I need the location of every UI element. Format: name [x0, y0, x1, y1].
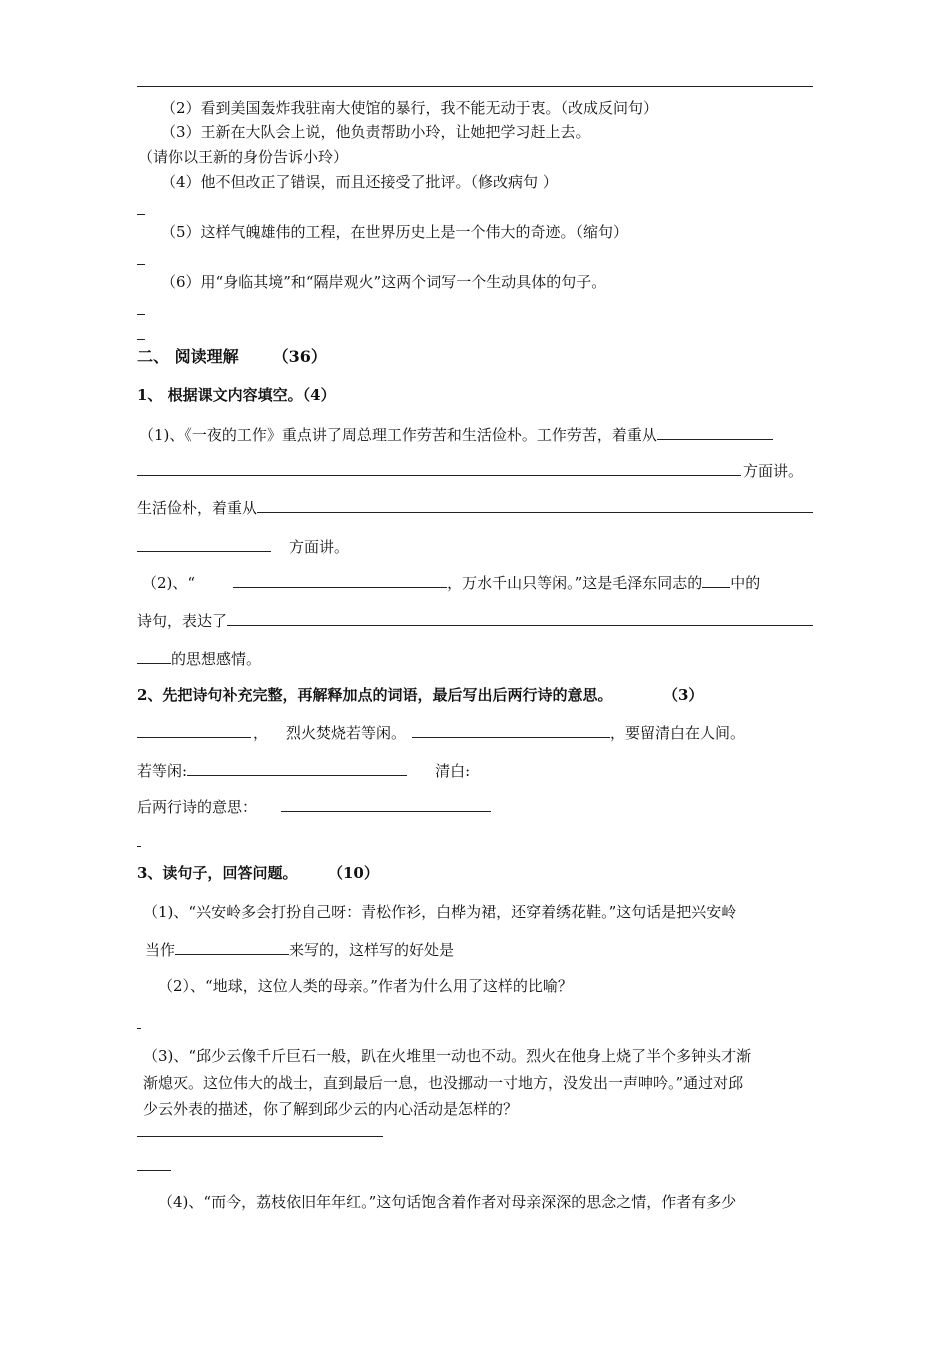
blank[interactable] [412, 722, 610, 738]
poem-line-c: ，要留清白在人间。 [610, 724, 746, 742]
fill-1a-end: 方面讲。 [743, 462, 804, 480]
poem-line [137, 722, 745, 743]
fill-1b-poem-text: 诗句，表达了 [137, 612, 228, 630]
blank[interactable] [702, 572, 730, 588]
answer-mark [137, 314, 145, 315]
blank[interactable] [281, 796, 491, 812]
fill-1b [142, 572, 760, 593]
fill-1b-mid: ，万水千山只等闲。”这是毛泽东同志的 [447, 574, 703, 592]
s3-q3-line1: （3)、“邱少云像千斤巨石一般，趴在火堆里一动也不动。烈火在他身上烧了半个多钟头才渐 [143, 1047, 752, 1065]
subsection-2-score: （3） [670, 686, 704, 704]
subsection-2-text: 2、先把诗句补充完整，再解释加点的词语，最后写出后两行诗的意思。 [137, 686, 613, 704]
fill-1a-text: （1)、《一夜的工作》重点讲了周总理工作劳苦和生活俭朴。工作劳苦，着重从 [139, 426, 657, 444]
s3-q1-line2 [145, 939, 454, 960]
question-6: （6）用“身临其境”和“隔岸观火”这两个词写一个生动具体的句子。 [161, 273, 607, 291]
fill-1a-cont [137, 460, 803, 481]
answer-mark [137, 264, 145, 265]
top-rule [137, 86, 813, 87]
meaning-label: 后两行诗的意思： [137, 798, 258, 816]
question-4: （4）他不但改正了错误，而且还接受了批评。（修改病句 ） [161, 173, 558, 191]
answer-mark [137, 214, 145, 215]
subsection-2-title [137, 685, 703, 705]
fill-1b-end: 的思想感情。 [171, 650, 262, 668]
answer-line [137, 1136, 383, 1137]
ruodengxian-label: 若等闲: [137, 762, 188, 780]
blank[interactable] [137, 536, 271, 552]
blank[interactable] [137, 722, 251, 738]
s3-q4: （4)、“而今，荔枝依旧年年红。”这句话饱含着作者对母亲深深的思念之情，作者有多少 [158, 1193, 737, 1211]
s3-q1-line1: （1)、“兴安岭多会打扮自己呀：青松作衫，白桦为裙，还穿着绣花鞋。”这句话是把兴安岭 [143, 903, 737, 921]
fill-1a [139, 424, 773, 445]
section-heading [137, 347, 327, 367]
blank[interactable] [233, 572, 447, 588]
answer-line [137, 1170, 171, 1171]
section-score: （36） [272, 347, 327, 366]
word-explain-row [137, 760, 470, 781]
qingbai-label: 清白: [435, 762, 471, 780]
answer-mark [137, 339, 145, 340]
s3-q1-l2b: 来写的，这样写的好处是 [289, 941, 455, 959]
subsection-1-title: 1、 根据课文内容填空。（4） [137, 386, 336, 404]
fill-1a-life-text: 生活俭朴，着重从 [137, 499, 258, 517]
blank[interactable] [137, 460, 741, 476]
fill-1b-poem [137, 610, 813, 631]
question-3-note: （请你以王新的身份告诉小玲） [138, 148, 349, 166]
blank[interactable] [257, 497, 813, 513]
s3-q3-line2: 渐熄灭。这位伟大的战士，直到最后一息，也没挪动一寸地方，没发出一声呻吟。”通过对邱 [143, 1074, 744, 1092]
fill-1b-mid2: 中的 [730, 574, 761, 592]
s3-q2: （2）、“地球，这位人类的母亲。”作者为什么用了这样的比喻？ [158, 977, 573, 995]
poem-line-b: 烈火焚烧若等闲。 [286, 724, 407, 742]
fill-1a-end2: 方面讲。 [289, 538, 350, 556]
meaning-row [137, 796, 491, 817]
question-5: （5）这样气魄雄伟的工程，在世界历史上是一个伟大的奇迹。（缩句） [161, 223, 629, 241]
blank[interactable] [187, 760, 407, 776]
question-3: （3）王新在大队会上说，他负责帮助小玲，让她把学习赶上去。 [161, 123, 591, 141]
subsection-3-title [137, 863, 379, 883]
subsection-3-text: 3、读句子，回答问题。 [137, 864, 298, 882]
blank[interactable] [137, 648, 171, 664]
poem-comma: ， [253, 724, 269, 742]
s3-q3-line3: 少云外表的描述，你了解到邱少云的内心活动是怎样的？ [143, 1100, 519, 1118]
blank[interactable] [657, 424, 773, 440]
fill-1b-start: （2)、“ [142, 574, 196, 592]
fill-1a-life [137, 497, 813, 518]
answer-mark [137, 846, 141, 847]
blank[interactable] [227, 610, 813, 626]
question-2: （2）看到美国轰炸我驻南大使馆的暴行，我不能无动于衷。（改成反问句） [161, 99, 659, 117]
fill-1a-end2-row [137, 536, 349, 557]
s3-q1-l2a: 当作 [145, 941, 176, 959]
subsection-3-score: （10） [335, 864, 379, 882]
section-title: 二、 阅读理解 [137, 347, 239, 366]
fill-1b-end-row [137, 648, 261, 669]
blank[interactable] [175, 939, 289, 955]
answer-mark [137, 1028, 141, 1029]
